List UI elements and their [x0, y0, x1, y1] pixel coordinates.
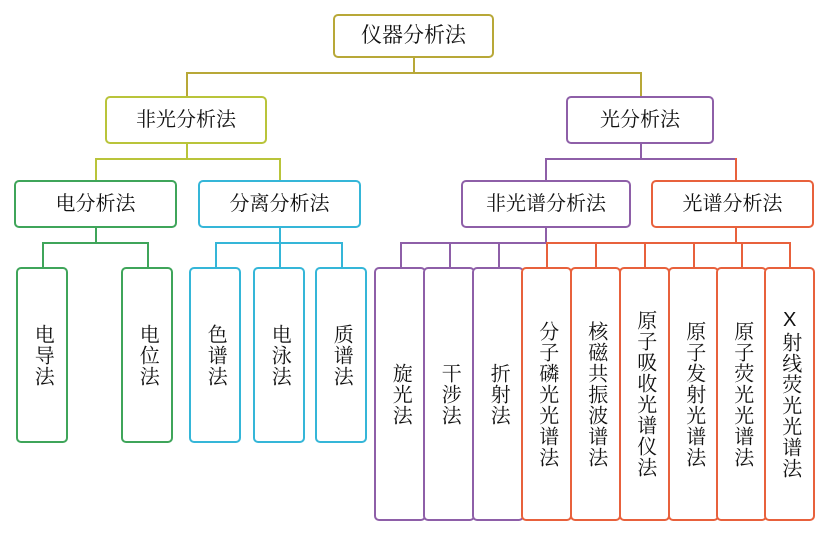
connector-optical-to-spectral: [735, 158, 737, 180]
connector-root-stem: [413, 58, 415, 72]
connector-electro-bus: [42, 242, 149, 244]
node-leaf-atomic-emission[interactable]: [668, 267, 719, 521]
node-leaf-molecular-phosphorescence-label: 分子磷光光谱法: [535, 320, 558, 468]
node-leaf-interferometry-label: 干涉法: [438, 362, 461, 426]
node-leaf-potentiometry[interactable]: [121, 267, 173, 443]
connector-nonspectral-bus: [400, 242, 546, 244]
node-leaf-nmr-label: 核磁共振波谱法: [584, 320, 607, 468]
connector-root-to-nonoptical: [186, 72, 188, 96]
node-leaf-molecular-phosphorescence[interactable]: [521, 267, 572, 521]
node-leaf-atomic-fluorescence-label: 原子荧光光谱法: [730, 320, 753, 468]
node-leaf-atomic-absorption-label: 原子吸收光谱仪法: [633, 310, 656, 478]
connector-nonspectral-leaf-3: [498, 242, 500, 267]
connector-separation-leaf-2: [279, 242, 281, 267]
node-nonoptical-analysis[interactable]: [105, 96, 267, 144]
node-spectral-analysis[interactable]: [651, 180, 814, 228]
node-electro-analysis[interactable]: [14, 180, 177, 228]
node-spectral-analysis-label: 光谱分析法: [682, 192, 783, 215]
connector-nonoptical-bus: [95, 158, 281, 160]
node-leaf-mass-spectrometry[interactable]: [315, 267, 367, 443]
node-electro-analysis-label: 电分析法: [55, 192, 136, 215]
node-optical-analysis[interactable]: [566, 96, 714, 144]
node-leaf-conductometry[interactable]: [16, 267, 68, 443]
node-leaf-electrophoresis-label: 电泳法: [268, 323, 291, 387]
node-nonoptical-analysis-label: 非光分析法: [136, 108, 236, 131]
node-optical-analysis-label: 光分析法: [600, 108, 680, 131]
connector-spectral-leaf-2: [595, 242, 597, 267]
connector-nonspectral-stem: [545, 228, 547, 242]
connector-spectral-leaf-5: [741, 242, 743, 267]
node-leaf-atomic-absorption[interactable]: [619, 267, 670, 521]
connector-electro-leaf-2: [147, 242, 149, 267]
connector-nonoptical-stem: [186, 144, 188, 158]
node-leaf-interferometry[interactable]: [423, 267, 475, 521]
node-leaf-nmr[interactable]: [570, 267, 621, 521]
connector-optical-bus: [545, 158, 735, 160]
node-leaf-refractometry-label: 折射法: [487, 362, 510, 426]
node-leaf-polarimetry[interactable]: [374, 267, 426, 521]
node-leaf-chromatography-label: 色谱法: [204, 323, 227, 387]
node-leaf-refractometry[interactable]: [472, 267, 524, 521]
connector-spectral-bus: [546, 242, 790, 244]
connector-optical-to-nonspectral: [545, 158, 547, 180]
node-nonspectral-analysis-label: 非光谱分析法: [486, 192, 606, 215]
node-separation-analysis-label: 分离分析法: [229, 192, 330, 215]
connector-separation-stem: [279, 228, 281, 242]
connector-electro-leaf-1: [42, 242, 44, 267]
connector-optical-stem: [640, 144, 642, 158]
connector-separation-leaf-1: [215, 242, 217, 267]
connector-nonoptical-to-separation: [279, 158, 281, 180]
node-separation-analysis[interactable]: [198, 180, 361, 228]
node-leaf-atomic-fluorescence[interactable]: [716, 267, 767, 521]
connector-nonoptical-to-electro: [95, 158, 97, 180]
node-leaf-mass-spectrometry-label: 质谱法: [330, 323, 353, 387]
node-leaf-electrophoresis[interactable]: [253, 267, 305, 443]
connector-root-to-optical: [640, 72, 642, 96]
node-leaf-chromatography[interactable]: [189, 267, 241, 443]
node-root[interactable]: [333, 14, 494, 58]
node-leaf-atomic-emission-label: 原子发射光谱法: [682, 320, 705, 468]
node-nonspectral-analysis[interactable]: [461, 180, 631, 228]
connector-spectral-leaf-3: [644, 242, 646, 267]
connector-spectral-leaf-4: [693, 242, 695, 267]
connector-nonspectral-leaf-1: [400, 242, 402, 267]
connector-electro-stem: [95, 228, 97, 242]
connector-spectral-leaf-6: [789, 242, 791, 267]
connector-spectral-leaf-1: [546, 242, 548, 267]
connector-root-bus: [186, 72, 642, 74]
node-root-label: 仪器分析法: [361, 24, 466, 48]
connector-separation-leaf-3: [341, 242, 343, 267]
node-leaf-polarimetry-label: 旋光法: [389, 362, 412, 426]
node-leaf-conductometry-label: 电导法: [31, 323, 54, 387]
node-leaf-xray-fluorescence-label: X射线荧光光谱法: [778, 309, 801, 479]
connector-spectral-stem: [735, 228, 737, 242]
node-leaf-xray-fluorescence[interactable]: [764, 267, 815, 521]
connector-nonspectral-leaf-2: [449, 242, 451, 267]
node-leaf-potentiometry-label: 电位法: [136, 323, 159, 387]
